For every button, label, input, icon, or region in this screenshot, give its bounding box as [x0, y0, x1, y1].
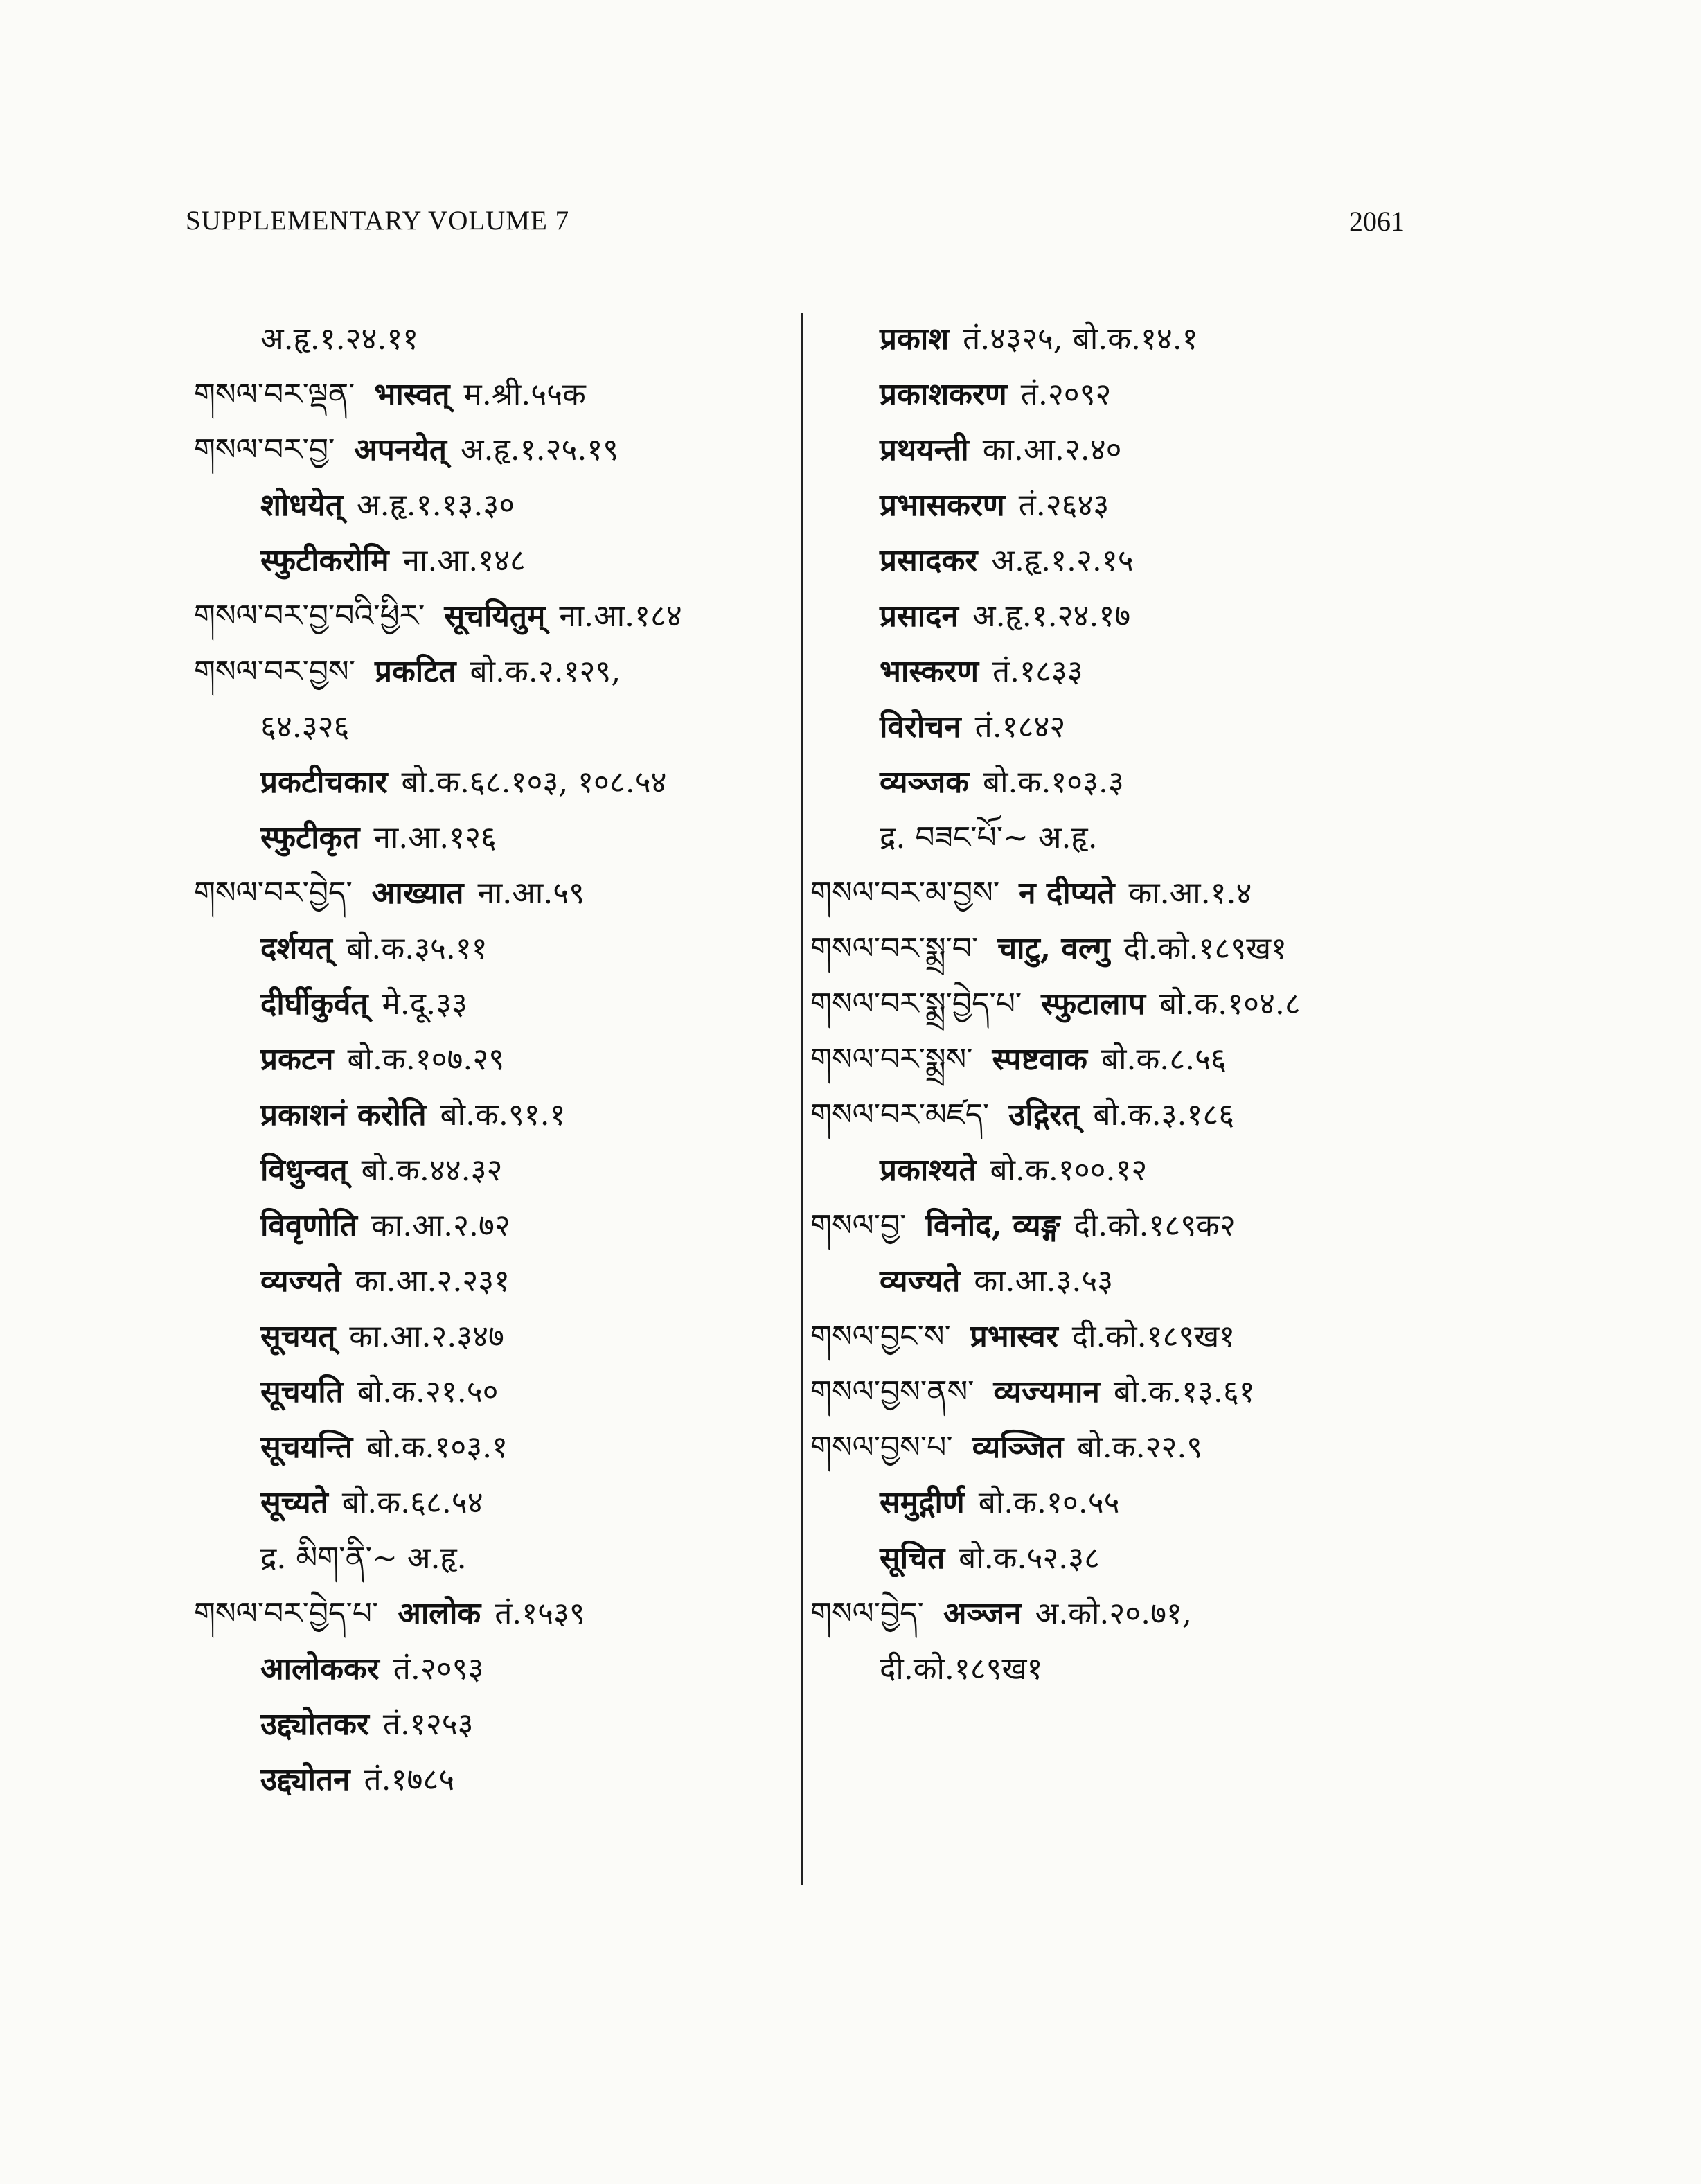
- source-reference: तं.१८४२: [974, 709, 1066, 745]
- sanskrit-equivalent: प्रकटीचकार: [260, 765, 388, 800]
- sanskrit-equivalent: शोधयेत्: [260, 488, 343, 523]
- dictionary-entry: [810, 312, 1544, 367]
- sanskrit-equivalent: सूचयति: [260, 1374, 344, 1410]
- dictionary-entry: [194, 1752, 796, 1808]
- source-reference: बो.क.५२.३८: [959, 1541, 1100, 1576]
- dictionary-entry: [810, 1531, 1544, 1586]
- tibetan-headword: གསལ་བར་སྨྲ་བྱེད་པ་: [810, 986, 1022, 1022]
- source-reference: द्र. བཟང་པོ་~ अ.हृ.: [880, 820, 1098, 855]
- sanskrit-equivalent: व्यज्यमान: [993, 1374, 1100, 1410]
- sanskrit-equivalent: सूचयन्ति: [260, 1430, 353, 1465]
- dictionary-entry: [194, 1586, 796, 1642]
- dictionary-entry: [194, 700, 796, 755]
- dictionary-entry: [194, 423, 796, 478]
- tibetan-headword: གསལ་བྱང་ས་: [810, 1319, 951, 1354]
- tibetan-headword: གསལ་བྱས་ནས་: [810, 1374, 974, 1410]
- tibetan-headword: གསལ་བར་བྱ་བའི་ཕྱིར་: [194, 598, 425, 634]
- sanskrit-equivalent: विवृणोति: [260, 1208, 358, 1243]
- sanskrit-equivalent: प्रभासकरण: [880, 488, 1005, 523]
- source-reference: बो.क.३५.११: [346, 931, 488, 966]
- dictionary-entry: [194, 1198, 796, 1254]
- source-reference: ना.आ.१४८: [402, 543, 526, 578]
- dictionary-entry: [194, 1697, 796, 1752]
- source-reference: अ.हृ.१.१३.३०: [356, 488, 515, 523]
- source-reference: अ.हृ.१.२.१५: [991, 543, 1134, 578]
- tibetan-headword: གསལ་བར་མཛད་: [810, 1097, 990, 1133]
- source-reference: म.श्री.५५क: [463, 377, 586, 412]
- sanskrit-equivalent: आलोककर: [260, 1651, 380, 1687]
- sanskrit-equivalent: प्रकाश्यते: [880, 1153, 977, 1188]
- sanskrit-equivalent: अपनयेत्: [354, 432, 447, 468]
- tibetan-headword: གསལ་བར་སྨྲ་བ་: [810, 931, 979, 966]
- dictionary-entry: [810, 1420, 1544, 1475]
- source-reference: बो.क.३.१८६: [1093, 1097, 1235, 1133]
- dictionary-entry: [810, 1254, 1544, 1309]
- sanskrit-equivalent: व्यञ्जक: [880, 765, 970, 800]
- dictionary-entry: [194, 977, 796, 1032]
- source-reference: दी.को.१८९ख१: [1123, 931, 1288, 966]
- source-reference: अ.को.२०.७१,: [1035, 1596, 1192, 1631]
- source-reference: मे.दू.३३: [382, 986, 467, 1022]
- tibetan-headword: གསལ་བར་བྱས་: [194, 654, 355, 689]
- sanskrit-equivalent: उद्द्योतन: [260, 1762, 350, 1797]
- dictionary-entry: [810, 1198, 1544, 1254]
- left-column: [194, 312, 796, 1808]
- sanskrit-equivalent: विरोचन: [880, 709, 961, 745]
- sanskrit-equivalent: उद्द्योतकर: [260, 1707, 369, 1742]
- dictionary-entry: [810, 1032, 1544, 1087]
- dictionary-entry: [194, 644, 796, 700]
- source-reference: ना.आ.१८४: [559, 598, 682, 634]
- source-reference: तं.४३२५, बो.क.१४.१: [963, 321, 1198, 357]
- source-reference: अ.हृ.१.२४.११: [260, 321, 419, 357]
- sanskrit-equivalent: स्पष्टवाक: [992, 1042, 1087, 1077]
- dictionary-entry: [194, 312, 796, 367]
- dictionary-entry: [194, 1365, 796, 1420]
- sanskrit-equivalent: दीर्घीकुर्वत्: [260, 986, 368, 1022]
- running-header: SUPPLEMENTARY VOLUME 7: [186, 206, 570, 236]
- source-reference: बो.क.१०.५५: [978, 1485, 1120, 1520]
- dictionary-entry: [810, 1143, 1544, 1198]
- dictionary-entry: [810, 589, 1544, 644]
- source-reference: बो.क.४४.३२: [361, 1153, 503, 1188]
- sanskrit-equivalent: स्फुटीकृत: [260, 820, 360, 855]
- dictionary-entry: [810, 977, 1544, 1032]
- dictionary-entry: [810, 866, 1544, 921]
- dictionary-entry: [194, 478, 796, 533]
- source-reference: ना.आ.५९: [477, 876, 585, 911]
- source-reference: का.आ.२.२३१: [355, 1263, 510, 1299]
- dictionary-entry: [194, 1309, 796, 1365]
- sanskrit-equivalent: सूचित: [880, 1541, 945, 1576]
- source-reference: बो.क.२.१२९,: [470, 654, 621, 689]
- dictionary-entry: [194, 533, 796, 589]
- source-reference: दी.को.१८९ख१: [1071, 1319, 1236, 1354]
- source-reference: अ.हृ.१.२४.१७: [972, 598, 1131, 634]
- dictionary-entry: [810, 423, 1544, 478]
- dictionary-entry: [810, 1087, 1544, 1143]
- sanskrit-equivalent: व्यज्यते: [260, 1263, 341, 1299]
- sanskrit-equivalent: आलोक: [398, 1596, 481, 1631]
- right-column: [810, 312, 1544, 1697]
- dictionary-entry: [194, 1032, 796, 1087]
- source-reference: बो.क.२१.५०: [357, 1374, 499, 1410]
- source-reference: तं.१२५३: [382, 1707, 474, 1742]
- dictionary-entry: [810, 810, 1544, 866]
- dictionary-entry: [810, 533, 1544, 589]
- source-reference: तं.२०९२: [1020, 377, 1112, 412]
- dictionary-entry: [194, 1420, 796, 1475]
- source-reference: बो.क.१०७.२९: [347, 1042, 505, 1077]
- source-reference: ६४.३२६: [260, 709, 350, 745]
- sanskrit-equivalent: विधुन्वत्: [260, 1153, 348, 1188]
- sanskrit-equivalent: भास्करण: [880, 654, 979, 689]
- dictionary-entry: [810, 921, 1544, 977]
- sanskrit-equivalent: सूचयितुम्: [444, 598, 546, 634]
- source-reference: बो.क.१०४.८: [1159, 986, 1301, 1022]
- dictionary-entry: [810, 644, 1544, 700]
- sanskrit-equivalent: न दीप्यते: [1019, 876, 1115, 911]
- sanskrit-equivalent: प्रकाश: [880, 321, 950, 357]
- source-reference: का.आ.२.३४७: [349, 1319, 504, 1354]
- sanskrit-equivalent: चाटु, वल्गु: [997, 931, 1110, 966]
- source-reference: तं.१७८५: [364, 1762, 455, 1797]
- sanskrit-equivalent: सूचयत्: [260, 1319, 336, 1354]
- source-reference: ना.आ.१२६: [373, 820, 497, 855]
- column-divider: [801, 313, 803, 1885]
- dictionary-entry: [194, 1254, 796, 1309]
- dictionary-entry: [194, 921, 796, 977]
- source-reference: बो.क.१००.१२: [990, 1153, 1148, 1188]
- dictionary-entry: [194, 1143, 796, 1198]
- source-reference: का.आ.३.५३: [974, 1263, 1114, 1299]
- dictionary-entry: [810, 1309, 1544, 1365]
- source-reference: द्र. མིག་ནི་~ अ.हृ.: [260, 1541, 467, 1576]
- dictionary-entry: [810, 1642, 1544, 1697]
- tibetan-headword: གསལ་བར་མ་བྱས་: [810, 876, 1000, 911]
- sanskrit-equivalent: प्रसादन: [880, 598, 959, 634]
- sanskrit-equivalent: सूच्यते: [260, 1485, 328, 1520]
- source-reference: दी.को.१८९क२: [1074, 1208, 1236, 1243]
- source-reference: बो.क.६८.१०३, १०८.५४: [401, 765, 667, 800]
- tibetan-headword: གསལ་བྱ་: [810, 1208, 907, 1243]
- tibetan-headword: གསལ་བྱས་པ་: [810, 1430, 953, 1465]
- source-reference: अ.हृ.१.२५.१९: [460, 432, 619, 468]
- dictionary-entry: [194, 755, 796, 810]
- tibetan-headword: གསལ་བར་བྱེད་: [194, 876, 353, 911]
- source-reference: बो.क.१०३.१: [366, 1430, 508, 1465]
- dictionary-entry: [194, 1087, 796, 1143]
- dictionary-entry: [194, 367, 796, 423]
- sanskrit-equivalent: स्फुटीकरोमि: [260, 543, 389, 578]
- dictionary-entry: [810, 1586, 1544, 1642]
- source-reference: का.आ.१.४: [1128, 876, 1252, 911]
- sanskrit-equivalent: अञ्जन: [943, 1596, 1022, 1631]
- source-reference: तं.१८३३: [992, 654, 1083, 689]
- sanskrit-equivalent: प्रकाशकरण: [880, 377, 1007, 412]
- dictionary-entry: [194, 866, 796, 921]
- source-reference: बो.क.१३.६१: [1113, 1374, 1255, 1410]
- tibetan-headword: གསལ་བར་ལྡན་: [194, 377, 355, 412]
- tibetan-headword: གསལ་བར་བྱ་: [194, 432, 335, 468]
- tibetan-headword: གསལ་བར་བྱེད་པ་: [194, 1596, 379, 1631]
- sanskrit-equivalent: व्यञ्जित: [972, 1430, 1064, 1465]
- dictionary-entry: [194, 810, 796, 866]
- source-reference: बो.क.६८.५४: [341, 1485, 483, 1520]
- sanskrit-equivalent: समुद्गीर्ण: [880, 1485, 965, 1520]
- source-reference: का.आ.२.७२: [371, 1208, 510, 1243]
- source-reference: बो.क.९१.१: [440, 1097, 566, 1133]
- sanskrit-equivalent: प्रकाशनं करोति: [260, 1097, 427, 1133]
- sanskrit-equivalent: प्रभास्वर: [970, 1319, 1058, 1354]
- sanskrit-equivalent: स्फुटालाप: [1041, 986, 1146, 1022]
- sanskrit-equivalent: भास्वत्: [374, 377, 450, 412]
- dictionary-entry: [810, 755, 1544, 810]
- dictionary-entry: [810, 700, 1544, 755]
- source-reference: दी.को.१८९ख१: [880, 1651, 1043, 1687]
- dictionary-entry: [810, 1365, 1544, 1420]
- dictionary-entry: [194, 589, 796, 644]
- source-reference: तं.१५३९: [495, 1596, 585, 1631]
- sanskrit-equivalent: उद्गिरत्: [1008, 1097, 1080, 1133]
- tibetan-headword: གསལ་བར་སྨྲས་: [810, 1042, 973, 1077]
- dictionary-entry: [194, 1531, 796, 1586]
- sanskrit-equivalent: प्रथयन्ती: [880, 432, 969, 468]
- sanskrit-equivalent: आख्यात: [371, 876, 464, 911]
- source-reference: बो.क.१०३.३: [983, 765, 1124, 800]
- page-number: 2061: [1349, 206, 1405, 237]
- sanskrit-equivalent: व्यज्यते: [880, 1263, 961, 1299]
- source-reference: तं.२६४३: [1018, 488, 1110, 523]
- source-reference: बो.क.८.५६: [1101, 1042, 1227, 1077]
- dictionary-entry: [810, 1475, 1544, 1531]
- dictionary-entry: [810, 478, 1544, 533]
- sanskrit-equivalent: प्रकटित: [374, 654, 456, 689]
- source-reference: का.आ.२.४०: [982, 432, 1122, 468]
- sanskrit-equivalent: विनोद, व्यङ्ग: [925, 1208, 1060, 1243]
- dictionary-entry: [810, 367, 1544, 423]
- sanskrit-equivalent: दर्शयत्: [260, 931, 332, 966]
- sanskrit-equivalent: प्रसादकर: [880, 543, 978, 578]
- tibetan-headword: གསལ་བྱེད་: [810, 1596, 924, 1631]
- dictionary-entry: [194, 1475, 796, 1531]
- dictionary-entry: [194, 1642, 796, 1697]
- source-reference: तं.२०९३: [393, 1651, 484, 1687]
- source-reference: बो.क.२२.९: [1077, 1430, 1203, 1465]
- sanskrit-equivalent: प्रकटन: [260, 1042, 334, 1077]
